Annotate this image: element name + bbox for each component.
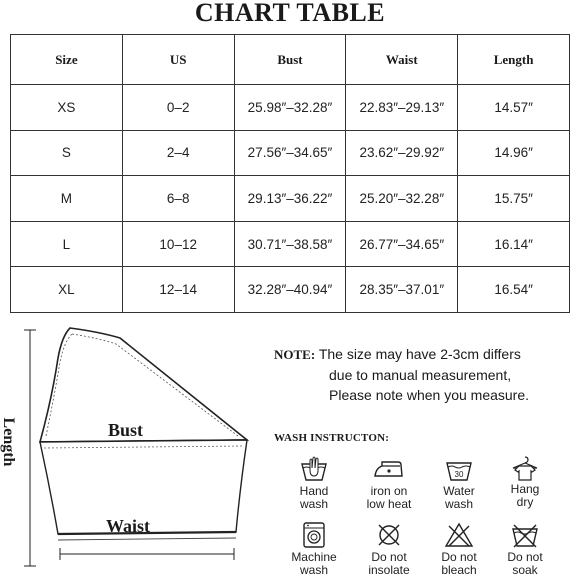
wash-item-do-not-bleach xyxy=(424,522,494,577)
cell-length: 14.57″ xyxy=(458,85,570,131)
wash-item-line-1: iron on xyxy=(370,484,408,498)
note-label: NOTE: xyxy=(274,347,316,362)
garment-diagram xyxy=(0,318,262,580)
cell-us: 12–14 xyxy=(122,267,234,313)
cell-waist: 22.83″–29.13″ xyxy=(346,85,458,131)
table-row xyxy=(11,221,570,267)
wash-item-machine-wash xyxy=(279,522,349,577)
size-chart-table xyxy=(10,34,570,313)
cell-us: 0–2 xyxy=(122,85,234,131)
do-not-bleach-icon xyxy=(444,522,474,548)
wash-item-line-2: bleach xyxy=(441,563,477,577)
header-bust: Bust xyxy=(234,35,346,85)
measurement-note xyxy=(274,344,574,408)
cell-size: XL xyxy=(11,267,123,313)
wash-item-line-1: Machine xyxy=(291,550,337,564)
cell-size: M xyxy=(11,176,123,222)
cell-waist: 26.77″–34.65″ xyxy=(346,221,458,267)
wash-temperature: 30 xyxy=(454,470,464,479)
wash-item-iron xyxy=(354,456,424,511)
hang-dry-icon xyxy=(510,454,540,482)
wash-item-line-1: Water xyxy=(443,484,475,498)
waist-label: Waist xyxy=(106,516,151,536)
hand-wash-icon xyxy=(299,456,329,482)
table-row xyxy=(11,267,570,313)
cell-bust: 32.28″–40.94″ xyxy=(234,267,346,313)
wash-item-line-1: Do not xyxy=(371,550,407,564)
cell-size: XS xyxy=(11,85,123,131)
cell-waist: 28.35″–37.01″ xyxy=(346,267,458,313)
header-waist: Waist xyxy=(346,35,458,85)
wash-item-water-wash xyxy=(424,456,494,511)
cell-length: 15.75″ xyxy=(458,176,570,222)
cell-size: S xyxy=(11,130,123,176)
cell-us: 2–4 xyxy=(122,130,234,176)
wash-item-line-2: wash xyxy=(299,497,328,511)
cell-bust: 30.71″–38.58″ xyxy=(234,221,346,267)
table-row xyxy=(11,85,570,131)
page-title: CHART TABLE xyxy=(194,0,386,27)
cell-waist: 25.20″–32.28″ xyxy=(346,176,458,222)
note-line-1: The size may have 2-3cm differs xyxy=(318,346,521,362)
do-not-soak-icon xyxy=(510,522,540,548)
wash-item-do-not-insolate xyxy=(354,522,424,577)
water-wash-icon xyxy=(444,456,474,482)
wash-instruction-title: WASH INSTRUCTON: xyxy=(274,432,390,444)
cell-waist: 23.62″–29.92″ xyxy=(346,130,458,176)
wash-item-line-1: Hang xyxy=(510,482,540,496)
cell-length: 14.96″ xyxy=(458,130,570,176)
wash-item-line-1: Hand xyxy=(299,484,329,498)
wash-item-line-2: wash xyxy=(444,497,473,511)
cell-length: 16.14″ xyxy=(458,221,570,267)
wash-item-line-1: Do not xyxy=(507,550,543,564)
cell-length: 16.54″ xyxy=(458,267,570,313)
header-us: US xyxy=(122,35,234,85)
wash-item-line-2: dry xyxy=(516,495,534,509)
cell-bust: 25.98″–32.28″ xyxy=(234,85,346,131)
table-row xyxy=(11,176,570,222)
table-header-row xyxy=(11,35,570,85)
wash-item-line-2: wash xyxy=(299,563,328,577)
wash-item-hang-dry xyxy=(490,454,560,509)
wash-item-hand-wash xyxy=(279,456,349,511)
table-row xyxy=(11,130,570,176)
cell-size: L xyxy=(11,221,123,267)
wash-item-do-not-soak xyxy=(490,522,560,577)
note-line-3: Please note when you measure. xyxy=(329,387,530,403)
note-line-2: due to manual measurement, xyxy=(329,367,512,383)
do-not-insolate-icon xyxy=(375,522,403,548)
garment-outline xyxy=(0,318,262,580)
bust-label: Bust xyxy=(108,420,144,440)
machine-wash-icon xyxy=(301,522,327,548)
wash-item-line-2: low heat xyxy=(366,497,412,511)
iron-icon xyxy=(372,456,406,482)
wash-item-line-2: soak xyxy=(512,563,538,577)
length-label: Length xyxy=(0,417,17,467)
cell-us: 6–8 xyxy=(122,176,234,222)
wash-item-line-1: Do not xyxy=(441,550,477,564)
header-length: Length xyxy=(458,35,570,85)
cell-us: 10–12 xyxy=(122,221,234,267)
cell-bust: 27.56″–34.65″ xyxy=(234,130,346,176)
cell-bust: 29.13″–36.22″ xyxy=(234,176,346,222)
wash-item-line-2: insolate xyxy=(368,563,410,577)
header-size: Size xyxy=(11,35,123,85)
